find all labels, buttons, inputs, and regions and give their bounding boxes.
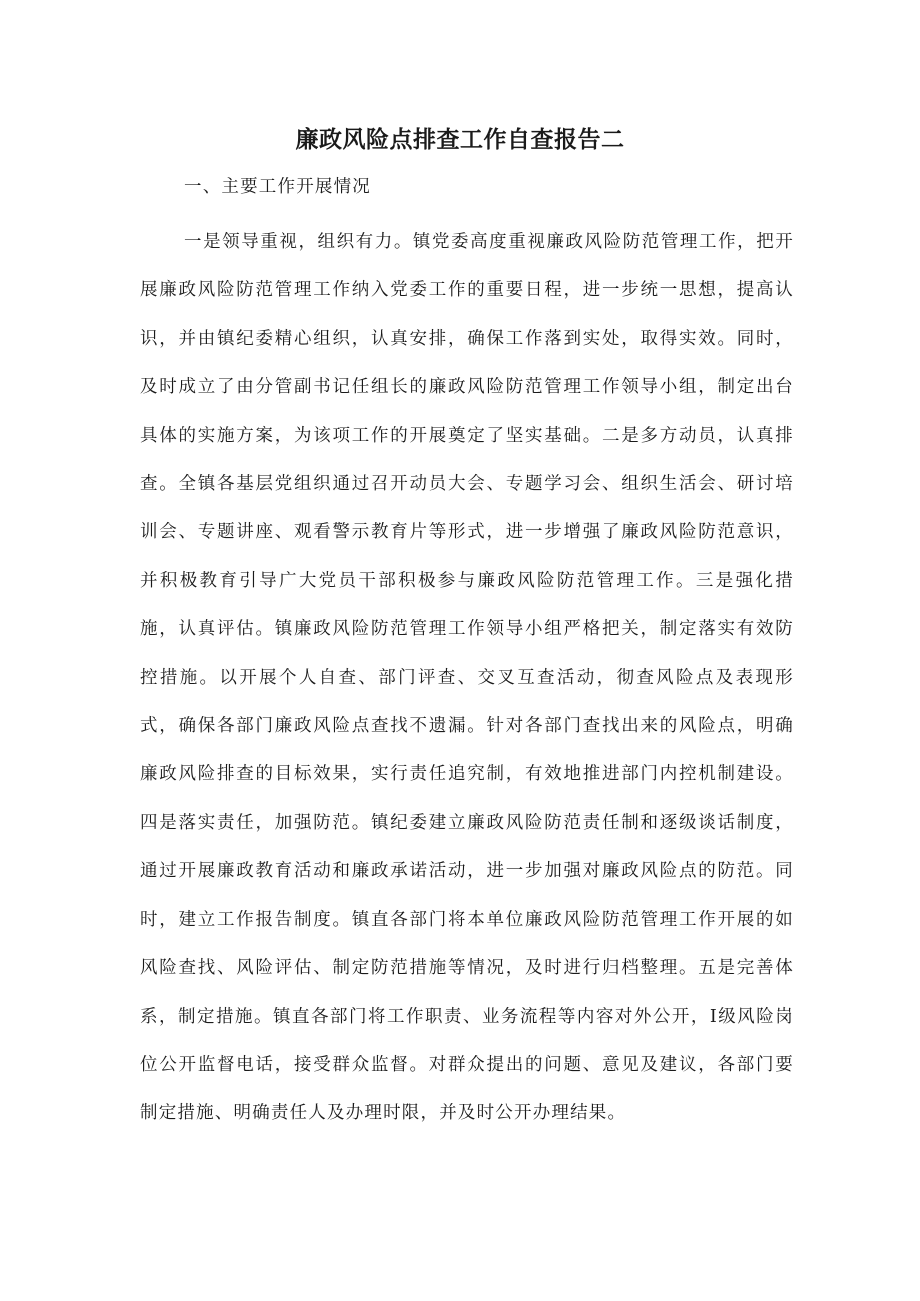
document-title: 廉政风险点排查工作自查报告二 — [295, 127, 625, 153]
section-heading: 一、主要工作开展情况 — [184, 177, 371, 197]
body-paragraph: 一是领导重视，组织有力。镇党委高度重视廉政风险防范管理工作，把开展廉政风险防范管理工作纳入党委工作的重要日程，进一步统一思想，提高认识，并由镇纪委精心组织，认真安排，确保工作落到实处，取得实效。同时，及时成立了由分管副书记任组长的廉政风险防范管理工作领导小组，制定出台具体的实施方案，为该项工作的开展奠定了坚实基础。二是多方动员，认真排查。全镇各基层党组织通过召开动员大会、专题学习会、组织生活会、研讨培训会、专题讲座、观看警示教育片等形式，进一步增强了廉政风险防范意识，并积极教育引导广大党员干部积极参与廉政风险防范管理工作。三是强化措施，认真评估。镇廉政风险防范管理工作领导小组严格把关，制定落实有效防控措施。以开展个人自查、部门评查、交叉互查活动，彻查风险点及表现形式，确保各部门廉政风险点查找不遗漏。针对各部门查找出来的风险点，明确廉政风险排查的目标效果，实行责任追究制，有效地推进部门内控机制建设。四是落实责任，加强防范。镇纪委建立廉政风险防范责任制和逐级谈话制度，通过开展廉政教育活动和廉政承诺活动，进一步加强对廉政风险点的防范。同时，建立工作报告制度。镇直各部门将本单位廉政风险防范管理工作开展的如风险查找、风险评估、制定防范措施等情况，及时进行归档整理。五是完善体系，制定措施。镇直各部门将工作职责、业务流程等内容对外公开，I级风险岗位公开监督电话，接受群众监督。对群众提出的问题、意见及建议，各部门要制定措施、明确责任人及办理时限，并及时公开办理结果。 — [140, 232, 794, 1124]
